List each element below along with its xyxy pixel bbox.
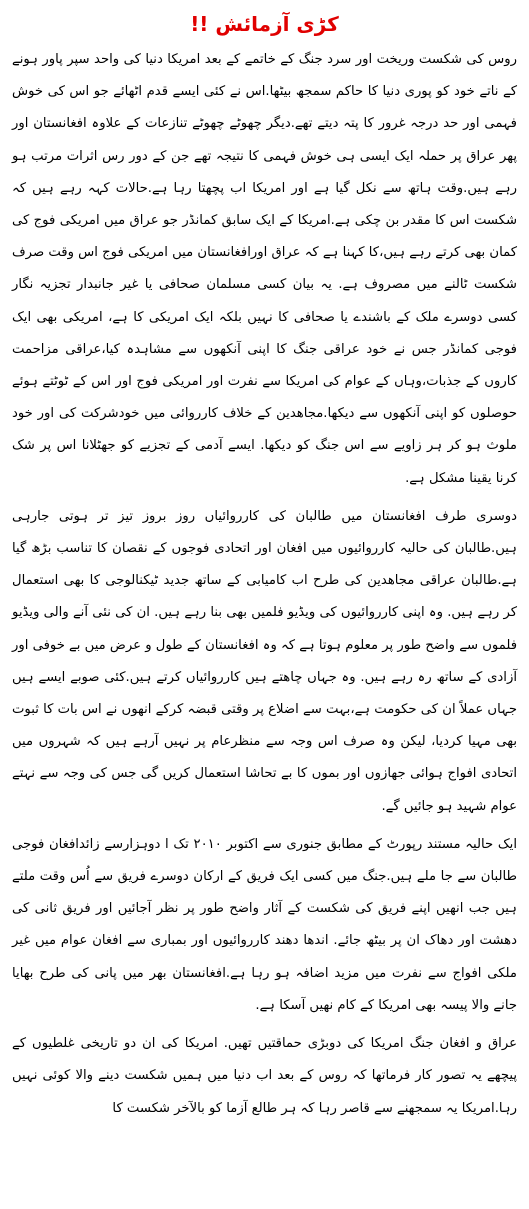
article-paragraph-1: روس کی شکست وریخت اور سرد جنگ کے خاتمے کے بعد امریکا دنیا کی واحد سپر پاور ہونے کے ناتے خود کو پوری دنیا کا حاکم سمجھ بیٹھا.اس نے کئی ایسے قدم اٹھائے جو اس کی خوش فہمی اور حد درجہ غرور کا پتہ دیتے تھے.دیگر چھوٹے چھوٹے تنازعات کے علاوہ افغانستان اور پھر عراق پر حملہ ایک ایسی ہی خوش فہمی کا نتیجہ تھے جن کے دور رس اثرات مرتب ہو رہے ہیں.وقت ہاتھ سے نکل گیا ہے اور امریکا اب پچھتا رہا ہے.حالات کہہ رہے ہیں کہ شکست اس کا مقدر بن چکی ہے.امریکا کے ایک سابق کمانڈر جو عراق میں امریکی فوج کی کمان بھی کرتے رہے ہیں،کا کہنا ہے کہ عراق اورافغانستان میں امریکی فوج اس وقت صرف شکست ٹالنے میں مصروف ہے. یہ بیان کسی مسلمان صحافی یا غیر جانبدار تجزیہ نگار کسی دوسرے ملک کے باشندے یا صحافی کا نہیں بلکہ ایک امریکی کا ہے، امریکی بھی ایک فوجی کمانڈر جس نے خود عراقی جنگ کا اپنی آنکھوں سے مشاہدہ کیا،عراقی مزاحمت کاروں کے جذبات،وہاں کے عوام کی امریکا سے نفرت اور امریکی فوج اور اس کے ٹوٹتے ہوئے حوصلوں کو اپنی آنکھوں سے دیکھا.مجاھدین کے خلاف کارروائی میں خودشرکت کی اور خود ملوث ہو کر ہر زاویے سے اس جنگ کو دیکھا. ایسے آدمی کے تجزیے کو جھٹلانا اس پر شک کرنا یقینا مشکل ہے. xyxy=(12,52,517,486)
article-paragraph-3: ایک حالیہ مستند رپورٹ کے مطابق جنوری سے اکتوبر ۲۰۱۰ تک ا دوہزارسے زائدافغان فوجی طالبان سے جا ملے ہیں.جنگ میں کسی ایک فریق کے ارکان دوسرے فریق سے اُس وقت ملتے ہیں جب انھیں اپنے فریق کی شکست کے آثار واضح طور پر نظر آجائیں اور فریق ثانی کی دھشت اور دھاک ان پر بیٹھ جائے. اندھا دھند کارروائیوں اور بمباری سے افغان عوام میں غیر ملکی افواج سے نفرت میں مزید اضافہ ہو رہا ہے.افغانستان بھر میں پانی کی طرح بھایا جانے والا پیسہ بھی امریکا کے کام نھیں آسکا ہے. xyxy=(12,836,517,1013)
article-title: کڑی آزمائش !! xyxy=(190,12,339,36)
article-paragraph-4: عراق و افغان جنگ امریکا کی دوبڑی حماقتیں تھیں. امریکا کی ان دو تاریخی غلطیوں کے پیچھے یہ تصور کار فرماتھا کہ روس کے بعد اب دنیا میں ہمیں شکست دینے والا کوئی نہیں رہا.امریکا یہ سمجھنے سے قاصر رہا کہ ہر طالع آزما کو بالآخر شکست کا xyxy=(12,1036,517,1116)
article-paragraph-2: دوسری طرف افغانستان میں طالبان کی کارروائیاں روز بروز تیز تر ہوتی جارہی ہیں.طالبان کی حالیہ کارروائیوں میں افغان اور اتحادی فوجوں کے نقصان کا تناسب بڑھ گیا ہے.طالبان عراقی مجاھدین کی طرح اب کامیابی کے ساتھ جدید ٹیکنالوجی کا بھی استعمال کر رہے ہیں. وہ اپنی کارروائیوں کی ویڈیو فلمیں بھی بنا رہے ہیں. ان کی نئی آنے والی ویڈیو فلموں سے واضح طور پر معلوم ہوتا ہے کہ وہ افغانستان کے طول و عرض میں بے خوفی اور آزادی کے ساتھ رہ رہے ہیں. وہ جہاں چاھتے ہیں کارروائیاں کرتے ہیں.کئی صوبے ایسے ہیں جہاں عملاً ان کی حکومت ہے،بہت سے اضلاع پر وقتی قبضہ کرکے انھوں نے اس بات کا ثبوت بھی مہیا کردیا، لیکن وہ صرف اس وجہ سے منظرعام پر نہیں آرہے ہیں کہ شہروں میں اتحادی افواج ہوائی جھازوں اور بموں کا بے تحاشا استعمال کریں گی جس کی وجہ سے نہتے عوام شہید ہو جائیں گے. xyxy=(12,508,517,814)
